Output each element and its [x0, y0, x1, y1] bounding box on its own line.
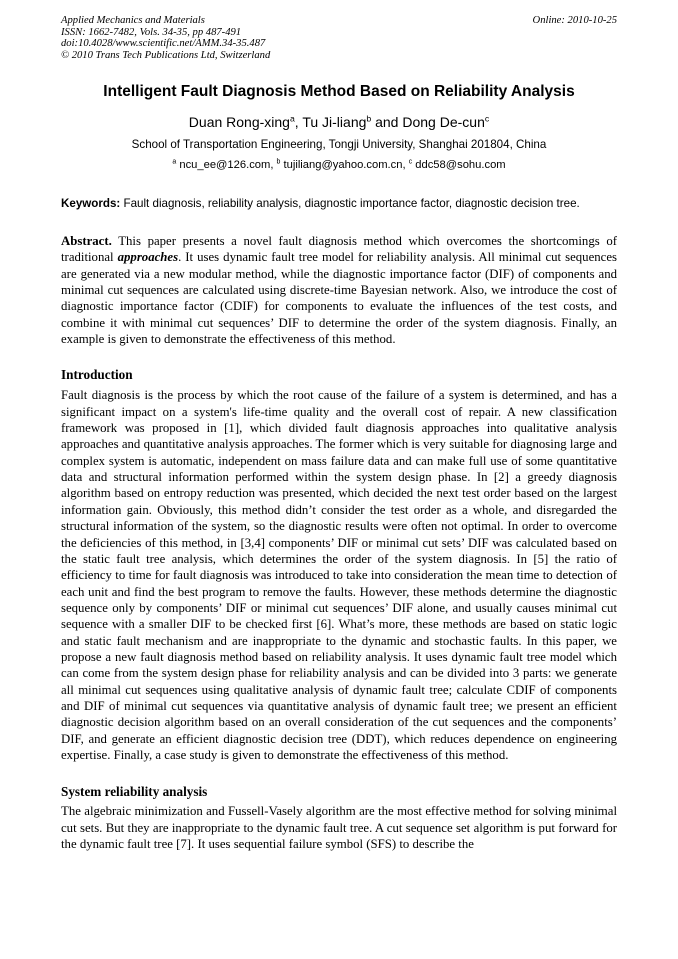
- section-heading-system-reliability-analysis: System reliability analysis: [61, 784, 208, 800]
- online-date: Online: 2010-10-25: [532, 15, 617, 26]
- email-address: ncu_ee@126.com: [176, 159, 271, 171]
- email-affiliation-mark: c: [408, 158, 413, 166]
- email-separator: ,: [402, 159, 409, 171]
- author-affiliation-mark: b: [366, 113, 372, 124]
- author-name: Tu Ji-liang: [302, 114, 367, 130]
- email-address: tujiliang@yahoo.com.cn: [280, 159, 403, 171]
- copyright-line: © 2010 Trans Tech Publications Ltd, Switzerland: [61, 49, 271, 61]
- abstract-text: . It uses dynamic fault tree model for reliability analysis. All minimal cut sequences are generated via a new modular method, while the diagnostic importance factor (DIF) of components and minimal cut sequences are calculated using discrete-time Bayesian network. Also, we introduce the cost of diagnostic importance factor (CDIF) for components to evaluate the influences of the test costs, and combine it with minimal cut sequences’ DIF to determine the order of the system diagnosis. Finally, an example is given to demonstrate the effectiveness of this method.: [61, 250, 617, 347]
- author-affiliation-mark: a: [289, 113, 295, 124]
- abstract-text: This paper presents a novel fault diagnosis method which overcomes the shortcomings of traditional: [61, 234, 617, 265]
- author-name: Duan Rong-xing: [188, 114, 290, 130]
- author-separator: and: [371, 114, 403, 130]
- keywords-text: Fault diagnosis, reliability analysis, diagnostic importance factor, diagnostic decision tree.: [120, 197, 580, 210]
- affiliation-line: School of Transportation Engineering, Tongji University, Shanghai 201804, China: [131, 138, 547, 151]
- keywords-label: Keywords:: [61, 197, 121, 210]
- author-affiliation-mark: c: [484, 113, 490, 124]
- publication-header: [61, 15, 617, 61]
- paper-title: Intelligent Fault Diagnosis Method Based on Reliability Analysis: [103, 83, 575, 100]
- section-body-introduction: Fault diagnosis is the process by which the root cause of the failure of a system is determined, and has a significant impact on a system's life-time quality and the overall cost of repair. A new classification framework was proposed in [1], which divided fault diagnosis approaches into qualitative analysis approaches and quantitative analysis approaches. The former which is very suitable for diagnosing large and complex system is automatic, independent on mass failure data and can make full use of some quantitative data and structural information performed within the system design phase. In [2] a greedy diagnosis algorithm based on entropy reduction was presented, which decided the next test order based on the largest information gain. Obviously, this method didn’t consider the test order as a whole, and disregarded the structural information of the system, so the diagnostic results were often not optimal. In order to overcome the deficiencies of this method, in [3,4] components’ DIF or minimal cut sets’ DIF was calculated based on the static fault tree analysis, which determines the order of the system diagnosis. In [5] the ratio of efficiency to time for fault diagnosis was introduced to take into consideration the mean time to detection of each unit and find the best program to remove the faults. However, these methods determine the diagnostic sequence only by components’ DIF or minimal cut sequences’ DIF alone, and usually causes minimal cut sequence with a smaller DIF to be checked first [6]. What’s more, these methods are based on static logic and static fault mechanism and are inappropriate to the dynamic and stochastic faults. In this paper, we propose a new fault diagnosis method based on reliability analysis. It uses dynamic fault tree model which can come from the system design phase for reliability analysis and can be divided into 3 parts: we generate all minimal cut sequences using qualitative analysis of dynamic fault tree; calculate CDIF of components and DIF of minimal cut sequences via quantitative analysis of dynamic fault tree; we present an efficient diagnostic decision algorithm based on an overall consideration of the cut sequences and the components’ DIF, and generate an efficient diagnostic decision tree (DDT), which reduces dependence on engineering expertise. Finally, a case study is given to demonstrate the effectiveness of this method.: [61, 388, 617, 762]
- email-affiliation-mark: b: [276, 158, 281, 166]
- author-name: Dong De-cun: [402, 114, 485, 130]
- emails-line: [61, 158, 617, 173]
- abstract-block: [61, 233, 617, 347]
- email-separator: ,: [270, 159, 277, 171]
- issn-line: ISSN: 1662-7482, Vols. 34-35, pp 487-491: [61, 26, 242, 38]
- email-address: ddc58@sohu.com: [412, 159, 506, 171]
- abstract-label: Abstract.: [61, 234, 112, 248]
- keywords-block: [61, 196, 617, 211]
- abstract-emphasis: approaches: [117, 250, 179, 265]
- authors-line: [61, 113, 617, 132]
- page-content: [61, 15, 617, 852]
- section-body-system-reliability-analysis: The algebraic minimization and Fussell-Vasely algorithm are the most effective method for solving minimal cut sets. But they are inappropriate to the dynamic fault tree. A cut sequence set algorithm is put forward for the dynamic fault tree [7]. It uses sequential failure symbol (SFS) to describe the: [61, 804, 617, 851]
- author-separator: ,: [294, 114, 303, 130]
- section-heading-introduction: Introduction: [61, 367, 133, 383]
- email-affiliation-mark: a: [172, 158, 177, 166]
- doi-line: doi:10.4028/www.scientific.net/AMM.34-35.487: [61, 38, 266, 49]
- journal-name: Applied Mechanics and Materials: [61, 15, 205, 26]
